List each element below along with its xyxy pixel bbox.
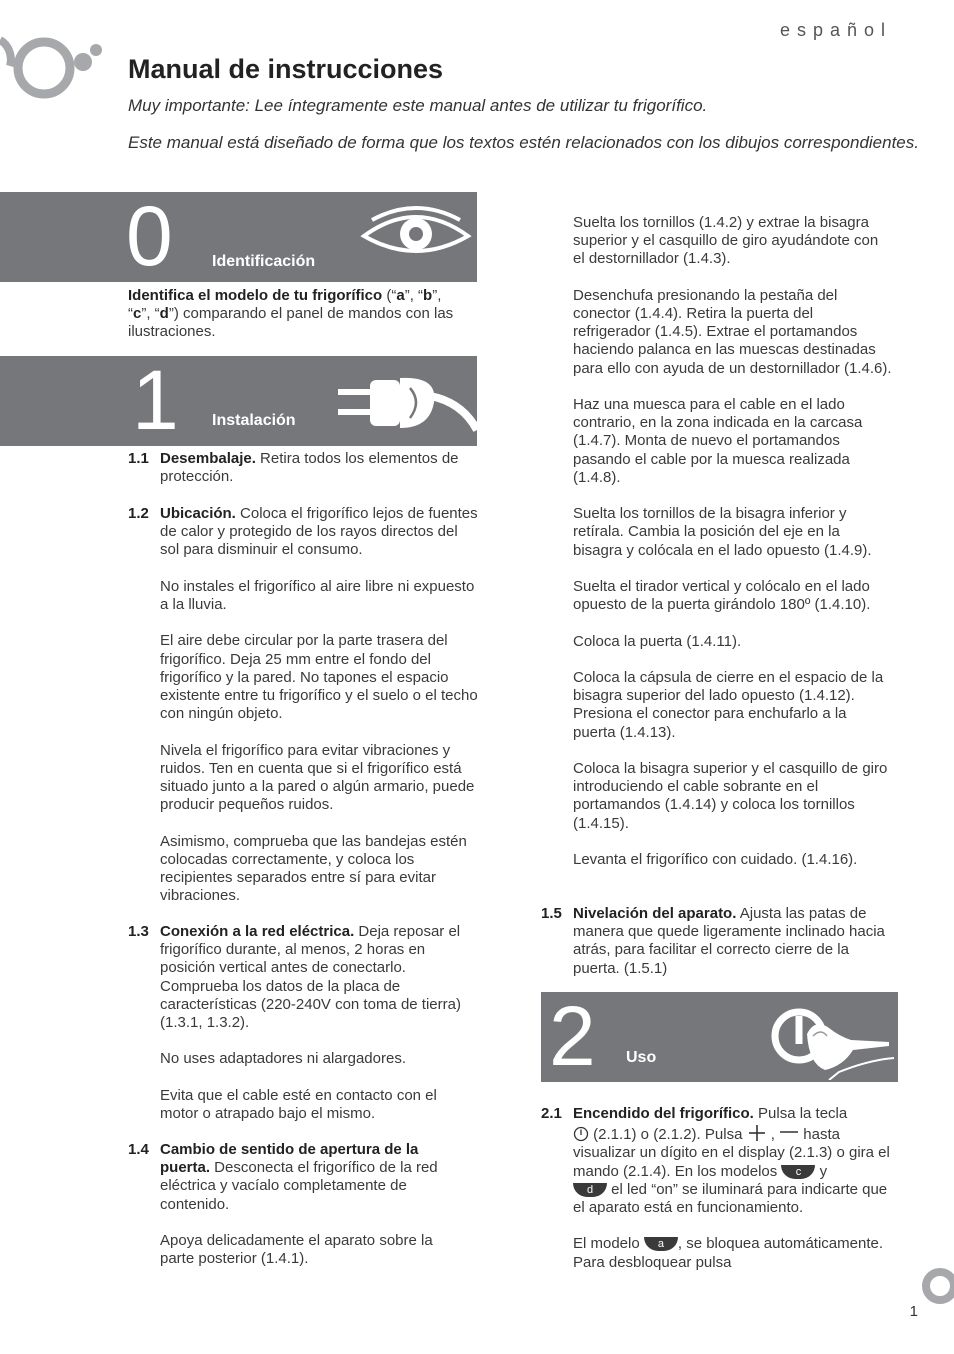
section-2-banner <box>541 989 898 1083</box>
item-1-2-number: 1.2 <box>128 505 149 522</box>
section-2-label: Uso <box>626 1049 657 1066</box>
page-corner-circle-icon <box>920 1266 954 1306</box>
section-0-intro <box>128 287 478 342</box>
subtitle-design-note: Este manual está diseñado de forma que los textos estén relacionados con los dibujos correspondientes. <box>128 133 919 152</box>
section-2-number: 2 <box>549 989 596 1083</box>
item-2-1-text-3: , <box>766 1126 780 1144</box>
power-icon <box>573 1126 589 1142</box>
item-1-4-para-f: Suelta el tirador vertical y colócalo en el lado opuesto de la puerta girándolo 180º (1.4.10). <box>573 578 871 614</box>
page-number: 1 <box>909 1303 918 1320</box>
section-1-label: Instalación <box>212 412 296 429</box>
item-2-1-text-5: y <box>815 1162 828 1180</box>
model-c: c <box>133 305 142 323</box>
item-2-1-model-text-1: El modelo <box>573 1235 644 1253</box>
item-1-4-para-h: Coloca la cápsula de cierre en el espacio de la bisagra superior del lado opuesto (1.4.12). Presiona el conector para enchufarlo a la puerta (1.4.13). <box>573 668 884 741</box>
item-1-1-number: 1.1 <box>128 450 149 467</box>
finger-press-power-icon <box>769 1000 894 1080</box>
right-column-1-4-continued <box>573 214 893 869</box>
item-1-4-para-c: Desenchufa presionando la pestaña del conector (1.4.4). Retira la puerta del refrigerador (1.4.5). Extrae el portamandos haciendo palanca en las muescas destinadas para ello con ayuda de un destornillador (1.4.6). <box>573 286 892 377</box>
item-1-3-para-b: Evita que el cable esté en contacto con el motor o atrapado bajo el mismo. <box>160 1086 437 1122</box>
item-1-4-para-d: Haz una muesca para el cable en el lado contrario, en la zona indicada en la carcasa (1.4.7). Monta de nuevo el portamandos pasando el cable por la muesca realizada (1.4.8). <box>573 396 863 486</box>
item-1-2-text: Coloca el frigorífico lejos de fuentes de calor y protegido de los rayos directos del sol para disminuir el consumo. <box>160 505 478 559</box>
eye-icon <box>360 204 472 264</box>
item-2-1-text-1: Pulsa la tecla <box>753 1105 848 1122</box>
item-1-2-para-d: Asimismo, comprueba que las bandejas estén colocadas correctamente, y coloca los recipientes separados entre sí para evitar vibraciones. <box>160 832 467 905</box>
intro-sep-3: “ <box>128 305 133 323</box>
section-0-label: Identificación <box>212 253 316 270</box>
item-1-4-number: 1.4 <box>128 1141 149 1158</box>
item-1-4-para-a: Apoya delicadamente el aparato sobre la parte posterior (1.4.1). <box>160 1232 433 1268</box>
section-0-banner <box>0 189 477 283</box>
minus-icon <box>779 1126 799 1138</box>
intro-text-2: ”) comparando el panel de mandos con las ilustraciones. <box>128 305 454 341</box>
section-1-banner <box>0 353 477 447</box>
intro-text-1: (“ <box>382 287 397 304</box>
model-a: a <box>396 287 405 304</box>
item-1-1-title: Desembalaje. <box>160 450 256 467</box>
intro-bold: Identifica el modelo de tu frigorífico <box>128 287 383 304</box>
item-2-1-number: 2.1 <box>541 1105 562 1122</box>
item-1-5-number: 1.5 <box>541 905 562 922</box>
item-2-1-text-6: el led “on” se iluminará para indicarte que el aparato está en funcionamiento. <box>573 1180 888 1217</box>
item-1-4-title: Cambio de sentido de apertura de la puerta. <box>160 1141 419 1177</box>
item-2-1-model-text-2: , se bloquea automáticamente. Para desbloquear pulsa <box>573 1235 884 1271</box>
brand-logo-icon <box>0 20 110 110</box>
page-title: Manual de instrucciones <box>128 54 444 84</box>
item-1-2-para-a: No instales el frigorífico al aire libre ni expuesto a la lluvia. <box>160 577 475 613</box>
item-1-5-text: Ajusta las patas de manera que quede ligeramente inclinado hacia atrás, para facilitar el correcto cierre de la puerta. (1.5.1) <box>573 905 885 977</box>
section-1-number: 1 <box>132 353 179 447</box>
item-1-4-text: Desconecta el frigorífico de la red eléctrica y vacíalo completamente de contenido. <box>160 1159 438 1213</box>
item-1-3-text: Deja reposar el frigorífico durante, al menos, 2 horas en posición vertical antes de conectarlo. Comprueba los datos de la placa de características (220-240V con toma de tierra) (1.3.1, 1.3.2). <box>160 923 461 1032</box>
item-1-3-para-a: No uses adaptadores ni alargadores. <box>160 1050 406 1068</box>
item-1-3-title: Conexión a la red eléctrica. <box>160 923 355 940</box>
item-1-4-para-g: Coloca la puerta (1.4.11). <box>573 632 742 650</box>
item-1-4-para-j: Levanta el frigorífico con cuidado. (1.4.16). <box>573 850 858 868</box>
model-a-key: a <box>644 1237 678 1251</box>
item-1-5-title: Nivelación del aparato. <box>573 905 737 922</box>
section-0-number: 0 <box>126 189 173 283</box>
item-2-1-text-2: (2.1.1) o (2.1.2). Pulsa <box>589 1126 747 1144</box>
item-1-4-para-e: Suelta los tornillos de la bisagra inferior y retírala. Cambia la posición del eje en la bisagra y colócala en el lado opuesto (1.4.9). <box>573 505 872 559</box>
intro-sep-4: ”, “ <box>141 305 160 323</box>
item-1-3-number: 1.3 <box>128 923 149 940</box>
plus-icon <box>747 1123 767 1143</box>
item-1-4-para-b: Suelta los tornillos (1.4.2) y extrae la bisagra superior y el casquillo de giro ayudándote con el destornillador (1.4.3). <box>573 214 879 268</box>
model-d: d <box>159 305 169 323</box>
model-b: b <box>423 287 433 304</box>
language-label: español <box>779 20 892 40</box>
intro-sep-1: ”, “ <box>404 287 424 304</box>
model-d-key: d <box>573 1183 607 1197</box>
item-1-1-text: Retira todos los elementos de protección. <box>160 450 459 486</box>
item-1-2-title: Ubicación. <box>160 505 236 522</box>
item-2-1-title: Encendido del frigorífico. <box>573 1105 754 1122</box>
model-c-key: c <box>781 1165 815 1179</box>
item-1-2-para-b: El aire debe circular por la parte trasera del frigorífico. Deja 25 mm entre el fondo del frigorífico y la pared. No tapones el espacio existente entre tu frigorífico y el suelo o el techo con ningún objeto. <box>160 632 478 723</box>
item-1-4-para-i: Coloca la bisagra superior y el casquillo de giro introduciendo el cable sobrante en el portamandos (1.4.14) y coloca los tornillos (1.4.15). <box>573 759 888 832</box>
subtitle-important: Muy importante: Lee íntegramente este manual antes de utilizar tu frigorífico. <box>128 96 708 115</box>
item-2-1-text-4: hasta visualizar un dígito en el display (2.1.3) o gira el mando (2.1.4). En los modelos <box>573 1126 890 1180</box>
item-1-2-para-c: Nivela el frigorífico para evitar vibraciones y ruidos. Ten en cuenta que si el frigorífico está situado junto a la pared o algún armario, puede producir pequeños ruidos. <box>160 741 475 814</box>
plug-icon <box>334 366 477 446</box>
intro-sep-2: ”, <box>432 287 442 304</box>
